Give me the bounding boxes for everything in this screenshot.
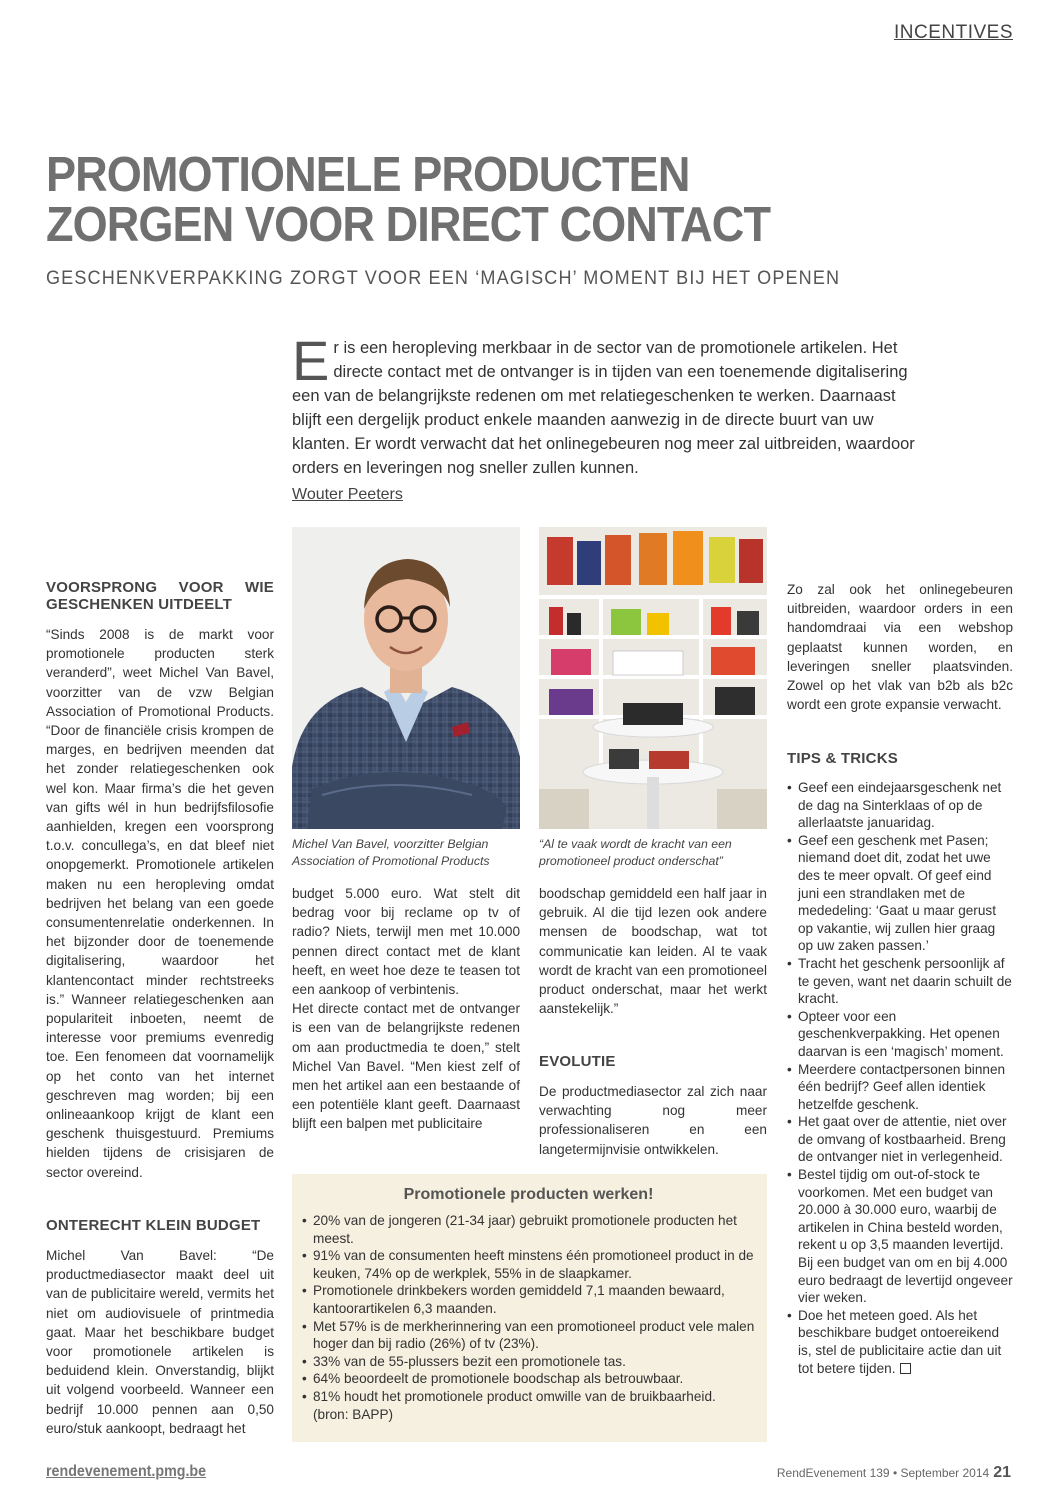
tips-list bbox=[787, 779, 1013, 1377]
author-byline[interactable]: Wouter Peeters bbox=[292, 486, 403, 503]
intro-paragraph bbox=[292, 329, 922, 480]
issue-label: RendEvenement 139 • September 2014 bbox=[776, 1466, 990, 1480]
title-line-1: PROMOTIONELE PRODUCTEN bbox=[46, 148, 690, 202]
end-of-article-icon bbox=[900, 1363, 911, 1374]
section-heading: VOORSPRONG VOOR WIE GESCHENKEN UITDEELT bbox=[46, 579, 274, 613]
list-item: • Tracht het geschenk persoonlijk af te geven, want net daarin schuilt de kracht. bbox=[787, 955, 1013, 1008]
title-line-2: ZORGEN VOOR DIRECT CONTACT bbox=[46, 198, 771, 252]
list-item: • 20% van de jongeren (21-34 jaar) gebruikt promotionele producten het meest. bbox=[302, 1212, 755, 1247]
fact-box-title: Promotionele producten werken! bbox=[403, 1186, 654, 1203]
paragraph: boodschap gemiddeld een half jaar in gebruik. Al die tijd lezen ook andere mensen de boodschap, wat tot communicatie kan leiden. Al te vaak wordt de kracht van een promotioneel product onderschat, maar het werkt aanstekelijk.” bbox=[539, 886, 767, 1017]
section-body: Michel Van Bavel: “De productmediasector maakt deel uit van de publicitaire wereld, vermits het niet om audiovisuele of printmedia gaat. Maar het beschikbare budget voor promotionele artikelen is beduidend klein. Onverstandig, blijkt uit volgend voorbeeld. Wanneer een bedrijf 10.000 pennen aan 0,50 euro/stuk aankoopt, bedraagt het bbox=[46, 1248, 274, 1436]
list-item: • 64% beoordeelt de promotionele boodschap als betrouwbaar. bbox=[302, 1370, 755, 1388]
article-column-4 bbox=[787, 580, 1013, 714]
section-heading: TIPS & TRICKS bbox=[787, 750, 898, 767]
tips-section bbox=[787, 750, 1013, 1377]
section-tag: INCENTIVES bbox=[893, 22, 1013, 43]
footer-issue-info bbox=[777, 1464, 1011, 1482]
page-title bbox=[46, 150, 948, 250]
article-column-2 bbox=[292, 884, 520, 1134]
section-heading: ONTERECHT KLEIN BUDGET bbox=[46, 1217, 261, 1234]
list-item: • Met 57% is de merkherinnering van een promotioneel product vele malen hoger dan bij radio (26%) of tv (23%). bbox=[302, 1318, 755, 1353]
photo-caption: “Al te vaak wordt de kracht van een promotioneel product onderschat” bbox=[539, 837, 732, 868]
shop-photo bbox=[539, 527, 767, 829]
article-column-1b bbox=[46, 1217, 274, 1438]
section-body: “Sinds 2008 is de markt voor promotionele producten sterk veranderd”, weet Michel Van Bavel, voorzitter van de vzw Belgian Association of Promotional Products. “Door de financiële crisis krompen de marges, en bedrijven meenden dat het zonder relatiegeschenken ook wel kon. Maar firma’s die het geven van gifts wél in hun bedrijfsfilosofie aanhielden, kregen een voorsprong t.o.v. concullega’s, en dat bleef niet onopgemerkt. Promotionele artikelen maken nu een heropleving omdat bedrijven het belang van een goede consumentenrelatie onderkennen. In het bijzonder door de toenemende digitalisering, waardoor het klantencontact minder rechtstreeks is.” Wanneer relatiegeschenken aan populariteit inboeten, neemt de interesse voor premiums evenredig toe. Een fenomeen dat voornamelijk op het conto van het internet geschreven mag worden; bij een onlineaankoop krijgt de klant een geschenk thuisgestuurd. Premiums hielden tijdens de crisisjaren de sector overeind. bbox=[46, 627, 274, 1180]
list-item: • Het gaat over de attentie, niet over de omvang of kostbaarheid. Breng de ontvanger niet in verlegenheid. bbox=[787, 1113, 1013, 1166]
article-column-1 bbox=[46, 579, 274, 1182]
shop-illustration bbox=[539, 527, 767, 829]
list-item: • Geef een eindejaarsgeschenk net de dag na Sinterklaas of op de allerlaatste januaridag. bbox=[787, 779, 1013, 832]
drop-cap: E bbox=[292, 329, 330, 392]
intro-text: r is een heropleving merkbaar in de sector van de promotionele artikelen. Het directe contact met de ontvanger is in tijden van een toenemende digitalisering een van de belangrijkste redenen om met relatiegeschenken te werken. Daarnaast blijft een dergelijk product enkele maanden aanwezig in de directe buurt van uw klanten. Er wordt verwacht dat het onlinegebeuren nog meer zal uitbreiden, waardoor orders en leveringen nog sneller zullen kunnen. bbox=[292, 339, 915, 477]
section-heading: EVOLUTIE bbox=[539, 1053, 616, 1070]
list-item: • Promotionele drinkbekers worden gemiddeld 7,1 maanden bewaard, kantoorartikelen 6,3 maanden. bbox=[302, 1282, 755, 1317]
paragraph: De productmediasector zal zich naar verwachting nog meer professionaliseren en een langetermijnvisie ontwikkelen. bbox=[539, 1084, 767, 1157]
article-column-3 bbox=[539, 884, 767, 1018]
article-column-3b bbox=[539, 1053, 767, 1159]
subtitle: GESCHENKVERPAKKING ZORGT VOOR EEN ‘MAGISCH’ MOMENT BIJ HET OPENEN bbox=[46, 268, 841, 289]
portrait-illustration bbox=[292, 527, 520, 829]
fact-list bbox=[302, 1212, 755, 1423]
list-item: • 81% houdt het promotionele product omwille van de bruikbaarheid. (bron: BAPP) bbox=[302, 1388, 755, 1423]
list-item: • 33% van de 55-plussers bezit een promotionele tas. bbox=[302, 1353, 755, 1371]
page-number: 21 bbox=[993, 1464, 1011, 1481]
list-item: • 91% van de consumenten heeft minstens één promotioneel product in de keuken, 74% op de werkplek, 55% in de slaapkamer. bbox=[302, 1247, 755, 1282]
list-item: • Opteer voor een geschenkverpakking. Het openen daarvan is een ‘magisch’ moment. bbox=[787, 1008, 1013, 1061]
paragraph: budget 5.000 euro. Wat stelt dit bedrag voor bij reclame op tv of radio? Niets, terwijl men met 10.000 pennen direct contact met de klant heeft, en weet hoe deze te teasen tot een aankoop of verbintenis. bbox=[292, 886, 520, 998]
website-link[interactable]: rendevenement.pmg.be bbox=[46, 1463, 207, 1480]
paragraph: Het directe contact met de ontvanger is een van de belangrijkste redenen om aan productmedia te doen,” stelt Michel Van Bavel. “Men kiest zelf of men het artikel aan een bestaande of een potentiële klant geeft. Daarnaast blijft een balpen met publicitaire bbox=[292, 1001, 520, 1132]
list-item: • Geef een geschenk met Pasen; niemand doet dit, zodat het uwe des te meer opvalt. Of geef eind juni een strandlaken met de mededeling: ‘Gaat u maar gerust op vakantie, wij zullen hier graag op uw zaken passen.’ bbox=[787, 832, 1013, 955]
paragraph: Zo zal ook het onlinegebeuren uitbreiden, waardoor orders in een handomdraai via een webshop geplaatst kunnen worden, en leveringen sneller plaatsvinden. Zowel op het vlak van b2b als b2c wordt een grote expansie verwacht. bbox=[787, 582, 1013, 713]
photo-caption: Michel Van Bavel, voorzitter Belgian Association of Promotional Products bbox=[292, 837, 490, 868]
portrait-photo bbox=[292, 527, 520, 829]
list-item-text: Doe het meteen goed. Als het beschikbare budget ontoereikend is, stel de publicitaire actie dan uit tot betere tijden. bbox=[798, 1307, 1002, 1376]
list-item bbox=[787, 1307, 1013, 1377]
list-item: • Meerdere contactpersonen binnen één bedrijf? Geef allen identiek hetzelfde geschenk. bbox=[787, 1061, 1013, 1114]
fact-box bbox=[292, 1174, 767, 1442]
list-item: • Bestel tijdig om out-of-stock te voorkomen. Met een budget van 20.000 à 30.000 euro, waarbij de artikelen in China besteld worden, rekent u op 3,5 maanden levertijd. Bij een budget van om en bij 4.000 euro bedraagt de levertijd ongeveer vier weken. bbox=[787, 1166, 1013, 1307]
